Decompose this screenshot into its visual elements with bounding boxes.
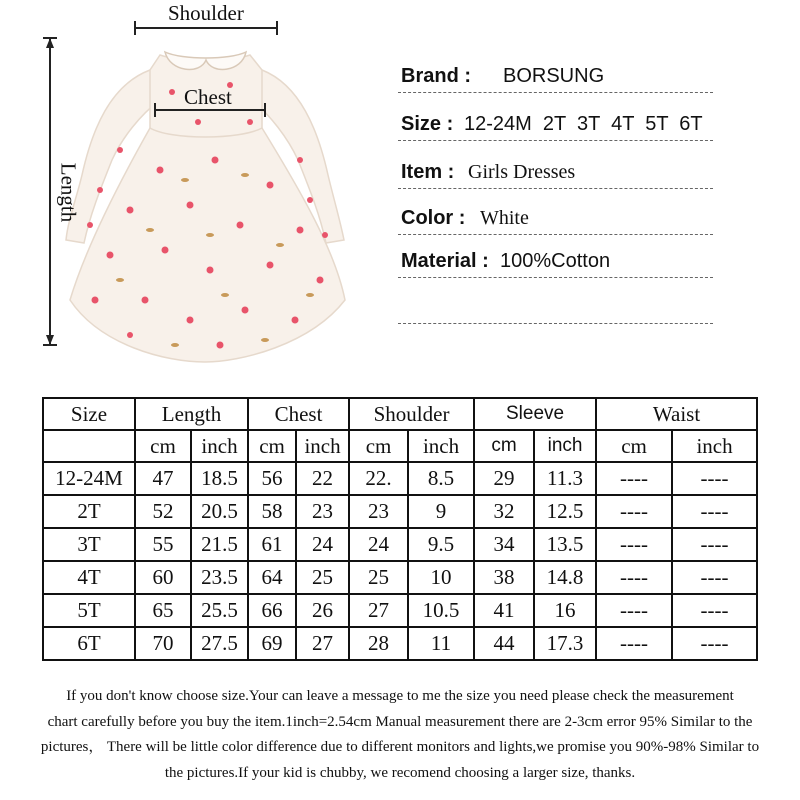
measurement-cell: 24: [349, 528, 408, 561]
spec-key: Size :: [401, 113, 454, 135]
measurement-cell: 34: [474, 528, 534, 561]
spec-material: [398, 241, 713, 278]
measurement-cell: 22.: [349, 462, 408, 495]
length-label: Length: [56, 162, 81, 223]
measurement-cell: 11: [408, 627, 474, 660]
spec-key: Item :: [401, 161, 455, 183]
measurement-cell: 25: [296, 561, 349, 594]
measurement-cell: 9: [408, 495, 474, 528]
measurement-cell: 27: [296, 627, 349, 660]
unit-cell: cm: [596, 430, 672, 462]
measurement-cell: 55: [135, 528, 191, 561]
measurement-cell: 28: [349, 627, 408, 660]
measurement-cell: 58: [248, 495, 296, 528]
spec-value: White: [480, 207, 529, 229]
unit-cell: cm: [135, 430, 191, 462]
dress-illustration: [0, 0, 380, 375]
table-row: [43, 528, 757, 561]
table-row: [43, 561, 757, 594]
measurement-cell: 10: [408, 561, 474, 594]
measurement-cell: 32: [474, 495, 534, 528]
measurement-cell: 9.5: [408, 528, 474, 561]
note-line: the pictures.If your kid is chubby, we recomend choosing a larger size, thanks.: [164, 764, 636, 781]
table-row: [43, 594, 757, 627]
measurement-cell: 27.5: [191, 627, 248, 660]
unit-cell: inch: [672, 430, 757, 462]
spec-item: [398, 152, 713, 189]
measurement-cell: ----: [672, 627, 757, 660]
header-waist: Waist: [596, 398, 757, 430]
measurement-cell: 16: [534, 594, 596, 627]
unit-cell: inch: [408, 430, 474, 462]
size-cell: 5T: [43, 594, 135, 627]
measurement-cell: ----: [672, 594, 757, 627]
measurement-cell: ----: [596, 462, 672, 495]
unit-cell: cm: [248, 430, 296, 462]
table-unit-header: [43, 430, 757, 462]
spec-value: BORSUNG: [503, 65, 605, 87]
table-group-header: [43, 398, 757, 430]
measurement-cell: ----: [672, 495, 757, 528]
spec-empty-row: [398, 287, 713, 324]
measurement-cell: 60: [135, 561, 191, 594]
measurement-cell: 56: [248, 462, 296, 495]
unit-cell: inch: [296, 430, 349, 462]
unit-blank: [43, 430, 135, 462]
measurement-cell: 23.5: [191, 561, 248, 594]
measurement-cell: 26: [296, 594, 349, 627]
measurement-cell: 10.5: [408, 594, 474, 627]
unit-cell: inch: [534, 430, 596, 462]
measurement-cell: 17.3: [534, 627, 596, 660]
unit-cell: cm: [349, 430, 408, 462]
header-length: Length: [135, 398, 248, 430]
header-size: Size: [43, 398, 135, 430]
size-cell: 4T: [43, 561, 135, 594]
size-cell: 3T: [43, 528, 135, 561]
measurement-cell: ----: [596, 594, 672, 627]
measurement-cell: 24: [296, 528, 349, 561]
measurement-cell: 70: [135, 627, 191, 660]
measurement-cell: 23: [296, 495, 349, 528]
spec-key: Brand :: [401, 65, 471, 87]
measurement-cell: ----: [596, 495, 672, 528]
size-cell: 2T: [43, 495, 135, 528]
spec-size: [398, 104, 713, 141]
measurement-cell: 8.5: [408, 462, 474, 495]
spec-value: 100%Cotton: [500, 250, 611, 272]
chest-label: Chest: [184, 85, 232, 109]
measurement-cell: 23: [349, 495, 408, 528]
table-row: [43, 495, 757, 528]
measurement-cell: 47: [135, 462, 191, 495]
note-line: pictures， There will be little color difference due to different monitors and lights,we promise you 90%-98% Similar to: [40, 739, 760, 755]
measurement-cell: 18.5: [191, 462, 248, 495]
measurement-cell: ----: [672, 462, 757, 495]
table-row: [43, 462, 757, 495]
table-row: [43, 627, 757, 660]
measurement-cell: ----: [596, 561, 672, 594]
note-line: If you don't know choose size.Your can leave a message to me the size you need please check the measurement: [66, 688, 734, 704]
table-body: [43, 462, 757, 660]
shoulder-label: Shoulder: [168, 1, 244, 25]
measurement-cell: 20.5: [191, 495, 248, 528]
size-cell: 12-24M: [43, 462, 135, 495]
measurement-cell: 27: [349, 594, 408, 627]
measurement-cell: 21.5: [191, 528, 248, 561]
measurement-cell: 52: [135, 495, 191, 528]
measurement-cell: 65: [135, 594, 191, 627]
unit-cell: cm: [474, 430, 534, 462]
header-sleeve: Sleeve: [474, 398, 596, 430]
measurement-cell: 69: [248, 627, 296, 660]
measurement-cell: 41: [474, 594, 534, 627]
measurement-cell: 12.5: [534, 495, 596, 528]
measurement-cell: 64: [248, 561, 296, 594]
measurement-cell: ----: [672, 528, 757, 561]
spec-color: [398, 198, 713, 235]
measurement-cell: 14.8: [534, 561, 596, 594]
header-chest: Chest: [248, 398, 349, 430]
spec-value: Girls Dresses: [468, 161, 576, 183]
measurement-cell: ----: [596, 627, 672, 660]
measurement-cell: 66: [248, 594, 296, 627]
spec-key: Material :: [401, 250, 489, 272]
measurement-cell: 61: [248, 528, 296, 561]
measurement-cell: ----: [596, 528, 672, 561]
measurement-cell: ----: [672, 561, 757, 594]
measurement-cell: 38: [474, 561, 534, 594]
measurement-cell: 22: [296, 462, 349, 495]
spec-value: 12-24M 2T 3T 4T 5T 6T: [464, 113, 703, 135]
spec-brand: [398, 56, 713, 93]
spec-key: Color :: [401, 207, 466, 229]
measurement-cell: 25: [349, 561, 408, 594]
header-shoulder: Shoulder: [349, 398, 474, 430]
measurement-cell: 11.3: [534, 462, 596, 495]
measurement-cell: 29: [474, 462, 534, 495]
size-cell: 6T: [43, 627, 135, 660]
notes-paragraph: [0, 684, 800, 786]
measurement-cell: 44: [474, 627, 534, 660]
size-chart-table: [42, 397, 758, 661]
measurement-cell: 25.5: [191, 594, 248, 627]
measurement-cell: 13.5: [534, 528, 596, 561]
unit-cell: inch: [191, 430, 248, 462]
note-line: chart carefully before you buy the item.1inch=2.54cm Manual measurement there are 2-3cm error 95% Similar to the: [47, 713, 753, 730]
